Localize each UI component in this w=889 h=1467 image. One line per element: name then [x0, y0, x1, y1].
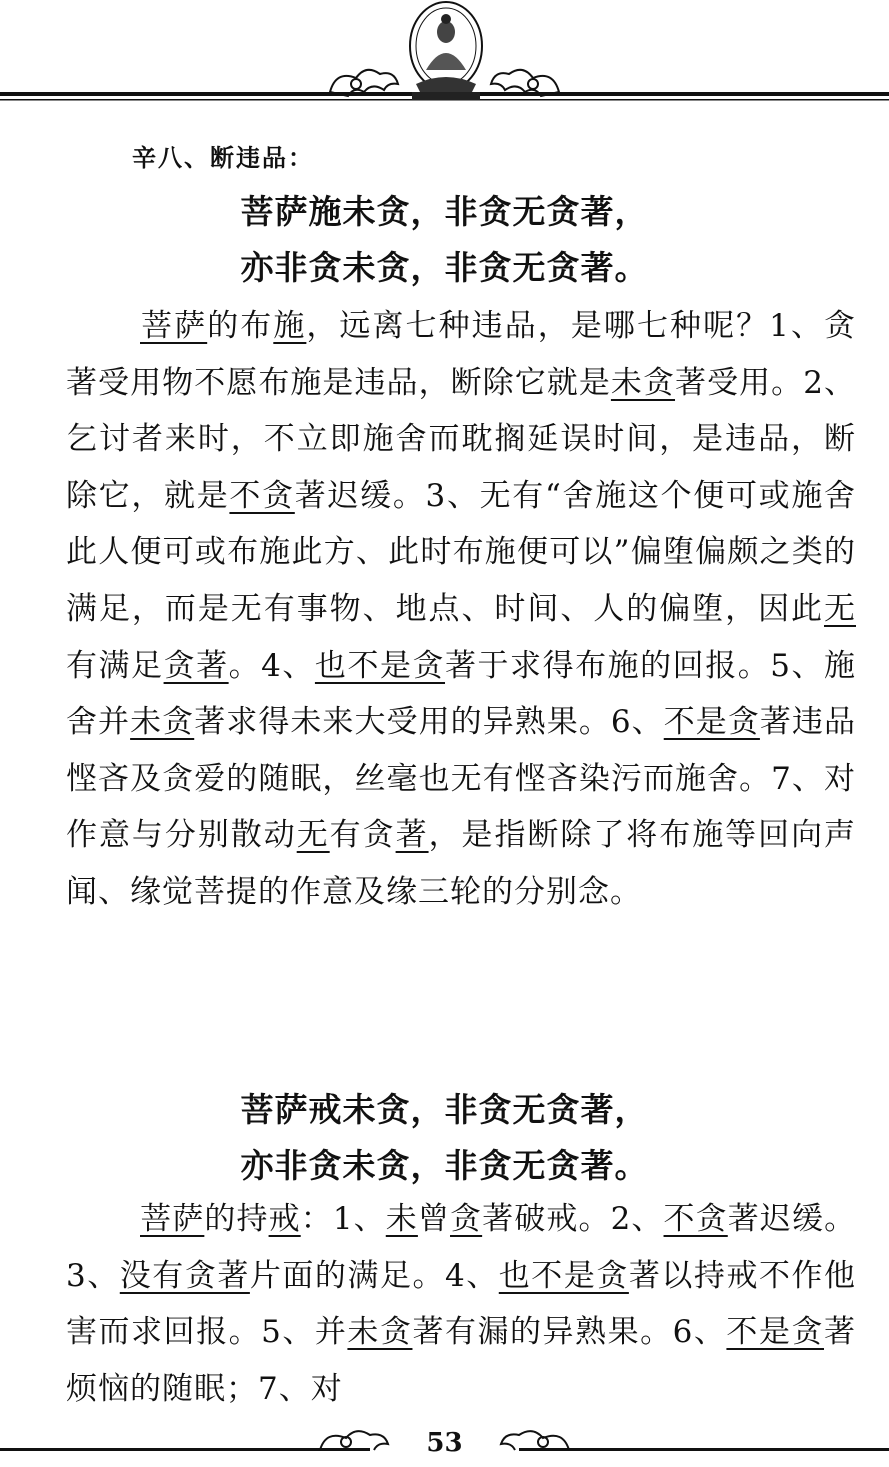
paragraph-2 — [66, 1191, 856, 1417]
underlined-text: 也不是贪 — [498, 1257, 629, 1294]
verse2-line2: 亦非贪未贪，非贪无贪著。 — [240, 1146, 649, 1185]
page-number: 53 — [426, 1428, 463, 1458]
verse2-line1: 菩萨戒未贪，非贪无贪著， — [240, 1090, 649, 1129]
underlined-text: 不贪 — [663, 1201, 728, 1237]
body-text: 著有漏的异熟果。6、 — [412, 1314, 727, 1351]
body-text: 。4、 — [228, 647, 315, 684]
underlined-text: 也不是贪 — [314, 647, 446, 684]
underlined-text: 未贪 — [347, 1314, 413, 1351]
underlined-text: 施 — [273, 308, 307, 344]
body-text: 著烦恼的随眠；7、对 — [66, 1314, 856, 1407]
verse1-line1: 菩萨施未贪，非贪无贪著， — [240, 192, 649, 231]
underlined-text: 没有贪著 — [119, 1257, 250, 1294]
underlined-text: 无 — [296, 817, 330, 854]
body-text: 的持 — [204, 1201, 269, 1237]
underlined-text: 不贪 — [229, 477, 295, 514]
underlined-text: 不是贪 — [663, 704, 760, 741]
body-text: 有贪 — [329, 817, 396, 854]
body-text: 著违品悭吝及贪爱的随眠，丝毫也无有悭吝染污而施舍。7、对作意与分别散动 — [66, 704, 857, 854]
header-ornament — [0, 0, 889, 112]
paragraph-1 — [66, 298, 856, 921]
buddha-icon — [410, 2, 482, 100]
body-text: ，远离七种违品，是哪七种呢？1、贪著受用物不愿布施是违品，断除它就是 — [66, 308, 857, 401]
body-text: 著破戒。2、 — [482, 1201, 664, 1237]
underlined-text: 不是贪 — [726, 1314, 824, 1351]
underlined-text: 贪著 — [163, 647, 229, 684]
body-text: ：1、 — [300, 1201, 386, 1237]
underlined-text: 菩萨 — [140, 1201, 205, 1237]
underlined-text: 无 — [824, 590, 856, 627]
body-text: 著于求得布施的回报。5、施舍并 — [66, 647, 857, 741]
underlined-text: 未贪 — [610, 364, 676, 401]
body-text: 曾 — [417, 1201, 451, 1237]
body-text: 有满足 — [66, 647, 164, 684]
underlined-text: 著 — [395, 817, 429, 854]
section-heading: 辛八、断违品： — [132, 143, 314, 172]
body-text: 著求得未来大受用的异熟果。6、 — [194, 704, 664, 741]
body-text: ，是指断除了将布施等回向声闻、缘觉菩提的作意及缘三轮的分别念。 — [66, 817, 857, 910]
body-text: 片面的满足。4、 — [249, 1257, 499, 1294]
underlined-text: 菩萨 — [140, 308, 208, 344]
body-text: 的布 — [207, 308, 274, 344]
verse1-line2: 亦非贪未贪，非贪无贪著。 — [240, 248, 649, 287]
underlined-text: 未 — [385, 1201, 418, 1237]
underlined-text: 戒 — [268, 1201, 301, 1237]
underlined-text: 未贪 — [130, 704, 195, 741]
body-text: 著迟缓。3、无有“舍施这个便可或施舍此人便可或布施此方、此时布施便可以”偏堕偏颇之类的满足，而是无有事物、地点、时间、人的偏堕，因此 — [66, 477, 856, 627]
body-text: 著以持戒不作他害而求回报。5、并 — [66, 1257, 857, 1351]
underlined-text: 贪 — [450, 1201, 483, 1237]
body-text: 著受用。2、乞讨者来时，不立即施舍而耽搁延误时间，是违品，断除它，就是 — [66, 364, 857, 514]
body-text: 著迟缓。3、 — [66, 1201, 857, 1294]
